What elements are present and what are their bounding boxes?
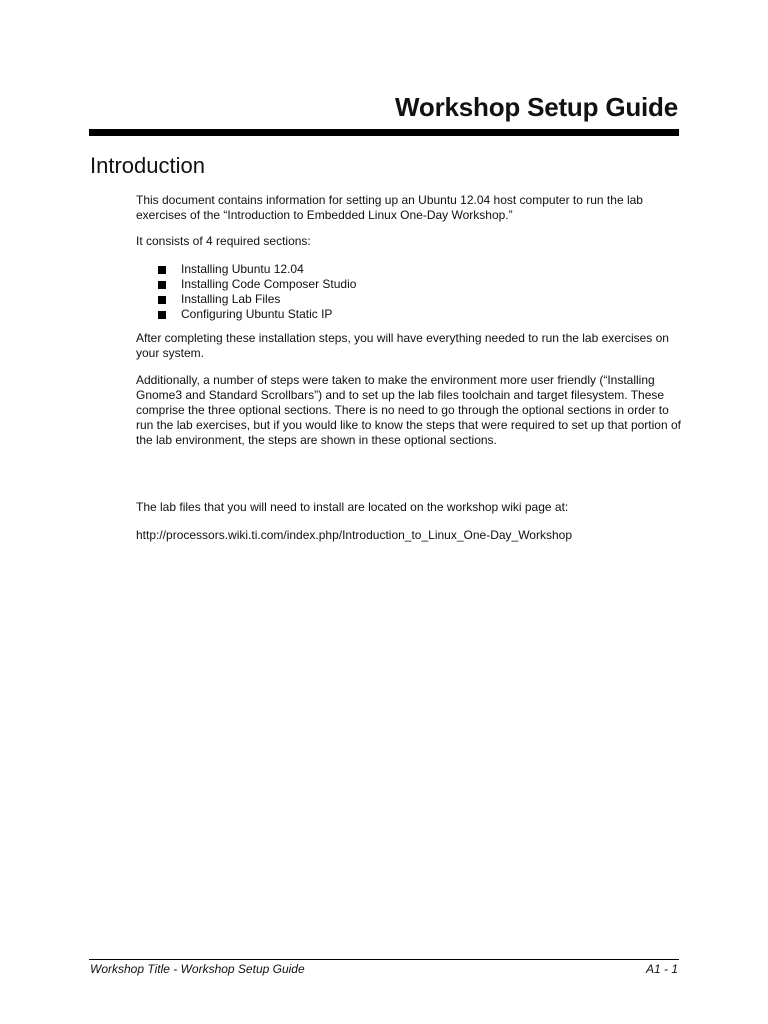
intro-paragraph-1: This document contains information for setting up an Ubuntu 12.04 host computer to run the lab exercises of the “Introduction to Embedded Linux One-Day Workshop.” bbox=[136, 193, 643, 222]
footer-rule bbox=[89, 959, 679, 960]
required-sections-list bbox=[158, 262, 356, 322]
list-item bbox=[158, 262, 356, 277]
list-item bbox=[158, 307, 356, 322]
square-bullet-icon bbox=[158, 281, 166, 289]
list-item-label: Installing Code Composer Studio bbox=[181, 277, 357, 291]
list-item bbox=[158, 292, 356, 307]
list-item bbox=[158, 277, 356, 292]
square-bullet-icon bbox=[158, 266, 166, 274]
intro-paragraph-2: It consists of 4 required sections: bbox=[136, 234, 311, 248]
title-rule bbox=[89, 129, 679, 136]
intro-paragraph-5: The lab files that you will need to install are located on the workshop wiki page at: bbox=[136, 500, 569, 514]
intro-paragraph-3: After completing these installation steps, you will have everything needed to run the lab exercises on your system. bbox=[136, 331, 669, 360]
intro-paragraph-4: Additionally, a number of steps were taken to make the environment more user friendly (“Installing Gnome3 and Standard Scrollbars”) and to set up the lab files toolchain and target filesystem. These comprise the three optional sections. There is no need to go through the optional sections in order to run the lab exercises, but if you would like to know the steps that were required to set up that portion of the lab environment, the steps are shown in these optional sections. bbox=[136, 373, 681, 447]
list-item-label: Installing Ubuntu 12.04 bbox=[181, 262, 304, 276]
footer-document-title: Workshop Title - Workshop Setup Guide bbox=[90, 962, 305, 976]
page-number: A1 - 1 bbox=[645, 962, 678, 976]
list-item-label: Configuring Ubuntu Static IP bbox=[181, 307, 333, 321]
square-bullet-icon bbox=[158, 311, 166, 319]
wiki-url[interactable]: http://processors.wiki.ti.com/index.php/Introduction_to_Linux_One-Day_Workshop bbox=[136, 528, 573, 542]
square-bullet-icon bbox=[158, 296, 166, 304]
document-title: Workshop Setup Guide bbox=[395, 92, 678, 122]
section-heading: Introduction bbox=[90, 153, 205, 178]
list-item-label: Installing Lab Files bbox=[181, 292, 281, 306]
